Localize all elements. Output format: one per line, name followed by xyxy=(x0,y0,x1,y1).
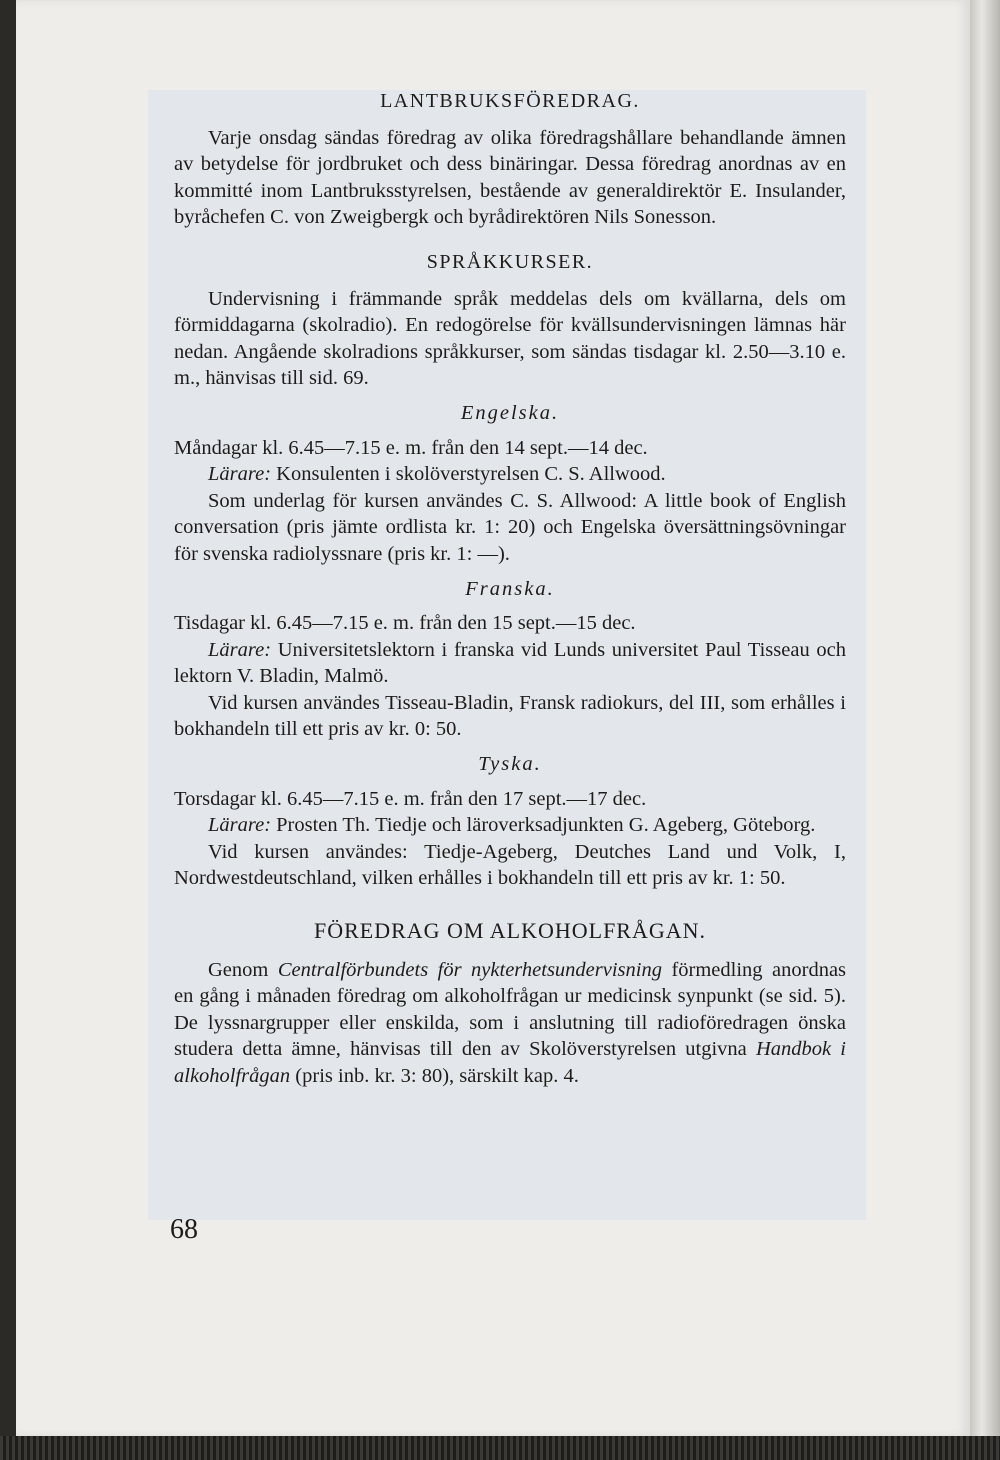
subheading-franska: Franska. xyxy=(465,577,555,600)
franska-schedule: Tisdagar kl. 6.45—7.15 e. m. från den 15 sept.—15 dec. xyxy=(174,612,636,635)
subheading-engelska: Engelska. xyxy=(460,401,560,424)
franska-teacher-line xyxy=(174,637,846,690)
section-heading-alkohol: FÖREDRAG OM ALKOHOLFRÅGAN. xyxy=(313,918,707,944)
page-number: 68 xyxy=(170,1214,198,1245)
alkohol-text-1: Genom xyxy=(208,958,269,981)
section-heading-sprak: SPRÅKKURSER. xyxy=(426,250,594,273)
engelska-teacher: Konsulenten i skolöverstyrelsen C. S. Allwood. xyxy=(276,463,666,486)
teacher-label: Lärare: xyxy=(208,814,272,837)
section-heading-lantbruk: LANTBRUKSFÖREDRAG. xyxy=(380,90,640,112)
teacher-label: Lärare: xyxy=(208,463,272,486)
tyska-teacher-line xyxy=(174,812,846,839)
alkohol-organization: Centralförbundets för nykterhetsundervisning xyxy=(277,958,662,981)
alkohol-paragraph xyxy=(174,957,846,1090)
book-spine-edge xyxy=(970,0,1000,1436)
franska-teacher: Universitetslektorn i franska vid Lunds universitet Paul Tisseau och lektorn V. Bladin, Malmö. xyxy=(174,638,847,688)
tyska-teacher: Prosten Th. Tiedje och läroverksadjunkten G. Ageberg, Göteborg. xyxy=(276,814,816,837)
book-bottom-edge xyxy=(0,1436,1000,1460)
teacher-label: Lärare: xyxy=(208,638,272,661)
engelska-schedule: Måndagar kl. 6.45—7.15 e. m. från den 14 sept.—14 dec. xyxy=(174,436,648,459)
alkohol-text-3: (pris inb. kr. 3: 80), särskilt kap. 4. xyxy=(295,1065,579,1087)
engelska-teacher-line xyxy=(174,461,846,488)
alkohol-text-2: förmedling anordnas en gång i månaden föredrag om alkoholfrågan ur medicinsk synpunkt (se sid. 5). De lyssnargrupper eller enskilda, som i anslutning till radioföredragen önska studera detta ämne, hänvisas till den av Skolöverstyrelsen utgivna xyxy=(174,958,847,1061)
tyska-schedule: Torsdagar kl. 6.45—7.15 e. m. från den 17 sept.—17 dec. xyxy=(174,787,647,810)
subheading-tyska: Tyska. xyxy=(478,753,542,776)
page-content xyxy=(174,84,846,1090)
sprak-intro-paragraph: Undervisning i främmande språk meddelas dels om kvällarna, dels om förmiddagarna (skolradio). En redogörelse för kvällsundervisningen lämnas här nedan. Angående skolradions språkkurser, som sändas tisdagar kl. 2.50—3.10 e. m., hänvisas till sid. 69. xyxy=(174,287,846,390)
alkohol-book-title: Handbok i alkoholfrågan xyxy=(174,1038,846,1087)
franska-material: Vid kursen användes Tisseau-Bladin, Fransk radiokurs, del III, som erhålles i bokhandeln till ett pris av kr. 0: 50. xyxy=(174,691,846,741)
engelska-material: Som underlag för kursen användes C. S. Allwood: A little book of English conversation (pris jämte ordlista kr. 1: 20) och Engelska översättningsövningar för svenska radiolyssnare (pris kr. 1: —). xyxy=(174,489,846,565)
tyska-material: Vid kursen användes: Tiedje-Ageberg, Deutches Land und Volk, I, Nordwestdeutschland, vilken erhålles i bokhandeln till ett pris av kr. 1: 50. xyxy=(174,840,846,890)
lantbruk-paragraph: Varje onsdag sändas föredrag av olika föredragshållare behandlande ämnen av betydelse för jordbruket och dess binäringar. Dessa föredrag anordnas av en kommitté inom Lantbruksstyrelsen, bestående av generaldirektör E. Insulander, byråchefen C. von Zweigbergk och byrådirektören Nils Sonesson. xyxy=(174,126,846,229)
